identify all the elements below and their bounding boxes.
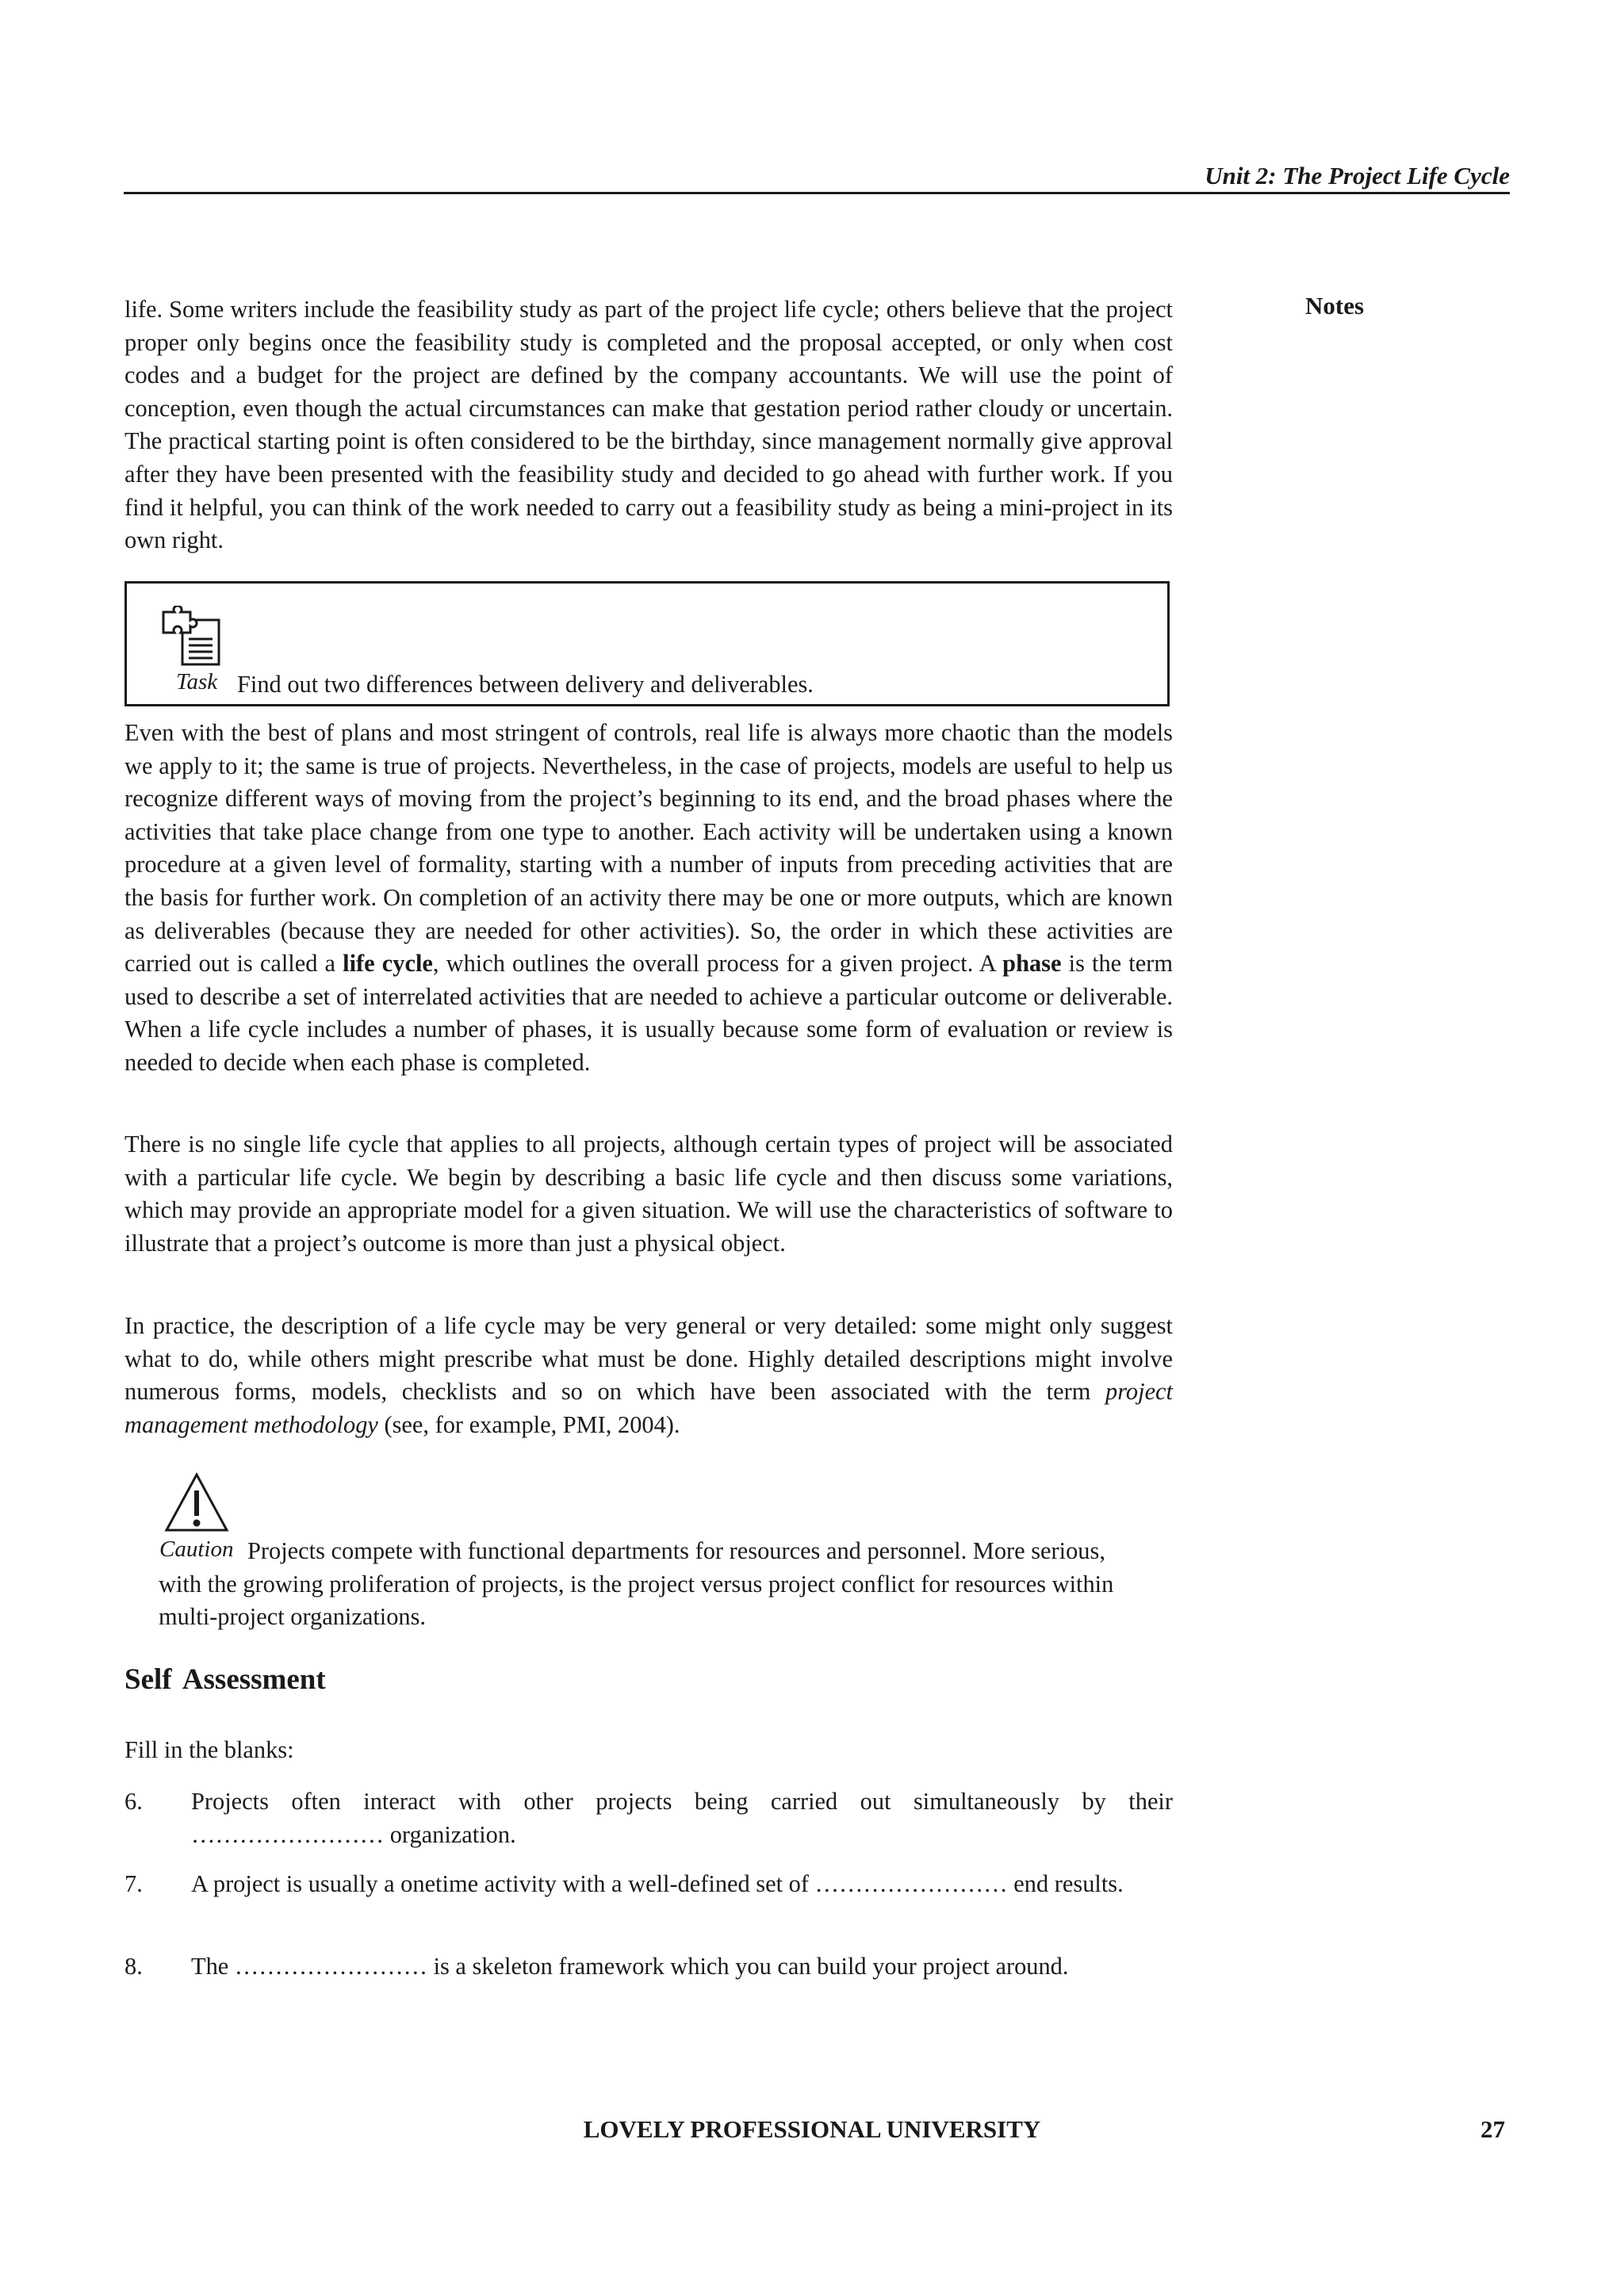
margin-notes-label: Notes xyxy=(1305,292,1365,320)
page-number: 27 xyxy=(1480,2115,1505,2143)
running-header: Unit 2: The Project Life Cycle xyxy=(1205,162,1510,189)
paragraph-4-part-1: In practice, the description of a life cycle may be very general or very detailed: some might only suggest what to do, while others might prescribe what must be done. Highly detailed descriptions might involve numerous forms, models, checklists and so on which have been associated with the term xyxy=(124,1312,1173,1406)
term-phase: phase xyxy=(1002,950,1062,978)
paragraph-1-text: life. Some writers include the feasibility study as part of the project life cycle; others believe that the project proper only begins once the feasibility study is completed and the proposal accepted, or only when cost codes and a budget for the project are defined by the company accountants. We will use the point of conception, even though the actual circumstances can make that gestation period rather cloudy or uncertain. The practical starting point is often considered to be the birthday, since management normally give approval after they have been presented with the feasibility study and decided to go ahead with further work. If you find it helpful, you can think of the work needed to carry out a feasibility study as being a mini-project in its own right. xyxy=(124,296,1173,554)
paragraph-2-part-2: , which outlines the overall process for a given project. A xyxy=(432,950,1003,978)
question-number: 7. xyxy=(124,1870,143,1897)
paragraph-2-part-1: Even with the best of plans and most stringent of controls, real life is always more chaotic than the models we apply to it; the same is true of projects. Nevertheless, in the case of projects, models are useful to help us recognize different ways of moving from the project’s beginning to its end, and the broad phases where the activities that take place change from one type to another. Each activity will be undertaken using a known procedure at a given level of formality, starting with a number of inputs from preceding activities that are the basis for further work. On completion of an activity there may be one or more outputs, which are known as deliverables (because they are needed for other activities). So, the order in which these activities are carried out is called a xyxy=(124,719,1173,978)
footer-university: LOVELY PROFESSIONAL UNIVERSITY xyxy=(583,2115,1041,2143)
caution-label: Caution xyxy=(159,1536,234,1562)
caution-text-block xyxy=(159,1535,1142,1634)
self-assessment-heading: Self Assessment xyxy=(124,1663,326,1696)
term-project-management-methodology: project management methodology xyxy=(124,1378,1173,1438)
caution-warning-icon xyxy=(163,1471,230,1533)
task-box xyxy=(124,581,1170,706)
paragraph-3-text: There is no single life cycle that applies to all projects, although certain types of project will be associated with a particular life cycle. We begin by describing a basic life cycle and then discuss some variations, which may provide an appropriate model for a given situation. We will use the characteristics of software to illustrate that a project’s outcome is more than just a physical object. xyxy=(124,1131,1173,1257)
term-life-cycle: life cycle xyxy=(343,950,433,978)
question-number: 6. xyxy=(124,1788,143,1815)
paragraph-1 xyxy=(124,293,1173,557)
fill-blanks-intro: Fill in the blanks: xyxy=(124,1736,294,1763)
header-rule xyxy=(124,192,1510,194)
paragraph-2 xyxy=(124,717,1173,1080)
question-number: 8. xyxy=(124,1953,143,1980)
paragraph-4 xyxy=(124,1310,1173,1441)
question-text: The …………………… is a skeleton framework which you can build your project around. xyxy=(191,1953,1069,1980)
task-label: Task xyxy=(176,669,218,695)
caution-text: Projects compete with functional departments for resources and personnel. More serious, with the growing proliferation of projects, is the project versus project conflict for resources within multi-project organizations. xyxy=(159,1537,1114,1631)
paragraph-2-part-3: is the term used to describe a set of interrelated activities that are needed to achieve a particular outcome or deliverable. When a life cycle includes a number of phases, it is usually because some form of evaluation or review is needed to decide when each phase is completed. xyxy=(124,950,1173,1076)
paragraph-3 xyxy=(124,1128,1173,1260)
paragraph-4-part-2: (see, for example, PMI, 2004). xyxy=(377,1410,680,1438)
question-text: Projects often interact with other projects being carried out simultaneously by their …………………… organization. xyxy=(191,1788,1173,1848)
paragraph-4-text xyxy=(124,1310,1173,1441)
question-text: A project is usually a onetime activity with a well-defined set of …………………… end results. xyxy=(191,1870,1124,1897)
puzzle-notepad-icon xyxy=(160,606,227,668)
task-text: Find out two differences between delivery and deliverables. xyxy=(237,671,814,698)
paragraph-2-text xyxy=(124,717,1173,1080)
